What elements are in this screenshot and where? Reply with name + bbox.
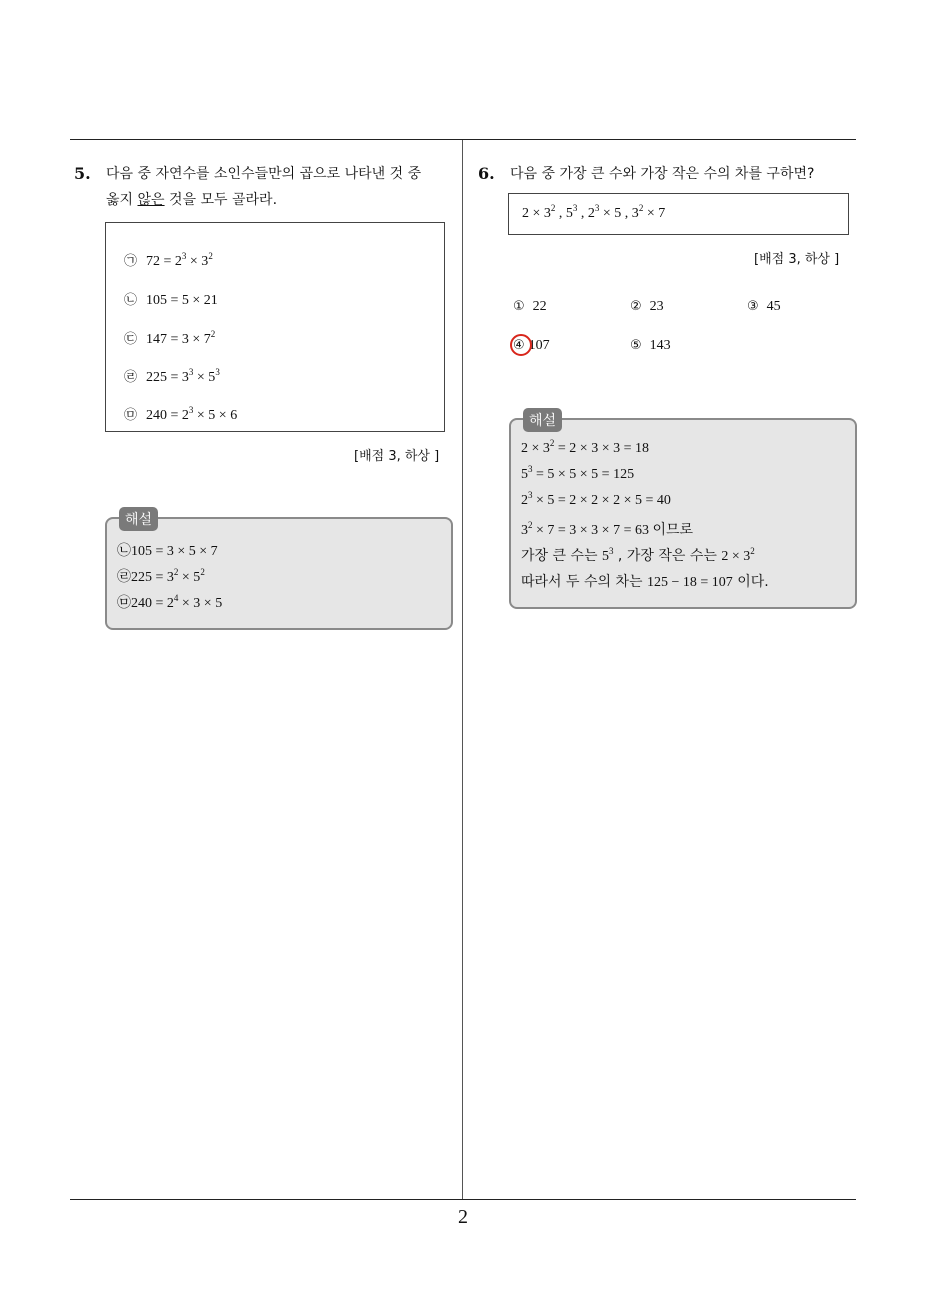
page-number: 2 — [458, 1206, 468, 1228]
question-number: 6. — [478, 164, 495, 183]
solution-line: ㉣225 = $3^2 \times 5^2$ — [117, 567, 205, 585]
solution-line: ㉡105 = 3 × 5 × 7 — [117, 543, 218, 559]
options-box — [105, 222, 445, 432]
top-rule — [70, 139, 856, 140]
question-stem: 다음 중 가장 큰 수와 가장 작은 수의 차를 구하면? — [510, 166, 815, 182]
solution-tag: 해설 — [119, 507, 158, 531]
solution-line: 가장 큰 수는 $5^3$ , 가장 작은 수는 $2 \times 3^2$ — [521, 546, 755, 564]
option-mark: ㉣ — [124, 370, 138, 385]
option-mark: ㉠ — [124, 254, 138, 269]
solution-line: 따라서 두 수의 차는 125 − 18 = 107 이다. — [521, 574, 769, 590]
solution-tag: 해설 — [523, 408, 562, 432]
option-mark: ㉤ — [124, 408, 138, 423]
question-number: 5. — [74, 164, 91, 183]
option-mark: ㉡ — [124, 293, 138, 308]
stem-line: 옳지 않은 것을 모두 골라라. — [106, 192, 278, 208]
option-row[interactable]: ㉣ $225 = 3^3 \times 5^3$ — [124, 367, 220, 385]
score-label: [배점 3, 하상 ] — [354, 449, 440, 464]
stem-line: 다음 중 자연수를 소인수들만의 곱으로 나타낸 것 중 — [106, 166, 422, 182]
underlined-text: 않은 — [137, 192, 165, 208]
solution-line: $2^3 \times 5 = 2 \times 2 \times 2 \times 5 = 40$ — [521, 490, 671, 508]
option-mark: ㉢ — [124, 332, 138, 347]
solution-line: $5^3 = 5 \times 5 \times 5 = 125$ — [521, 464, 635, 482]
choice-1[interactable]: ① 22 — [513, 299, 547, 314]
choice-2[interactable]: ② 23 — [630, 299, 664, 314]
choice-4[interactable]: ④ 107 — [513, 338, 550, 353]
solution-line: ㉤240 = $2^4 \times 3 \times 5$ — [117, 593, 223, 611]
solution-line: $2 \times 3^2 = 2 \times 3 \times 3 = 18$ — [521, 438, 649, 456]
bottom-rule — [70, 1199, 856, 1200]
question-stem — [106, 161, 458, 213]
option-row[interactable]: ㉢ $147 = 3 \times 7^2$ — [124, 329, 216, 347]
option-row[interactable]: ㉠ $72 = 2^3 \times 3^2$ — [124, 251, 213, 269]
solution-line: $3^2 \times 7 = 3 \times 3 \times 7 = 63$ 이므로 — [521, 520, 694, 538]
option-row[interactable]: ㉤ $240 = 2^3 \times 5 \times 6$ — [124, 405, 238, 423]
solution-box — [509, 413, 857, 609]
solution-box — [105, 512, 453, 630]
score-label: [배점 3, 하상 ] — [754, 252, 840, 267]
numbers-box — [508, 193, 849, 235]
answer-circle — [510, 334, 532, 356]
column-divider — [462, 140, 463, 1200]
choice-5[interactable]: ⑤ 143 — [630, 338, 671, 353]
option-row[interactable]: ㉡ 105 = 5 × 21 — [124, 289, 218, 309]
numbers-expression: $2 \times 3^2$ , $5^3$ , $2^3 \times 5$ , $3^2 \times 7$ — [522, 203, 666, 221]
choice-3[interactable]: ③ 45 — [747, 299, 781, 314]
